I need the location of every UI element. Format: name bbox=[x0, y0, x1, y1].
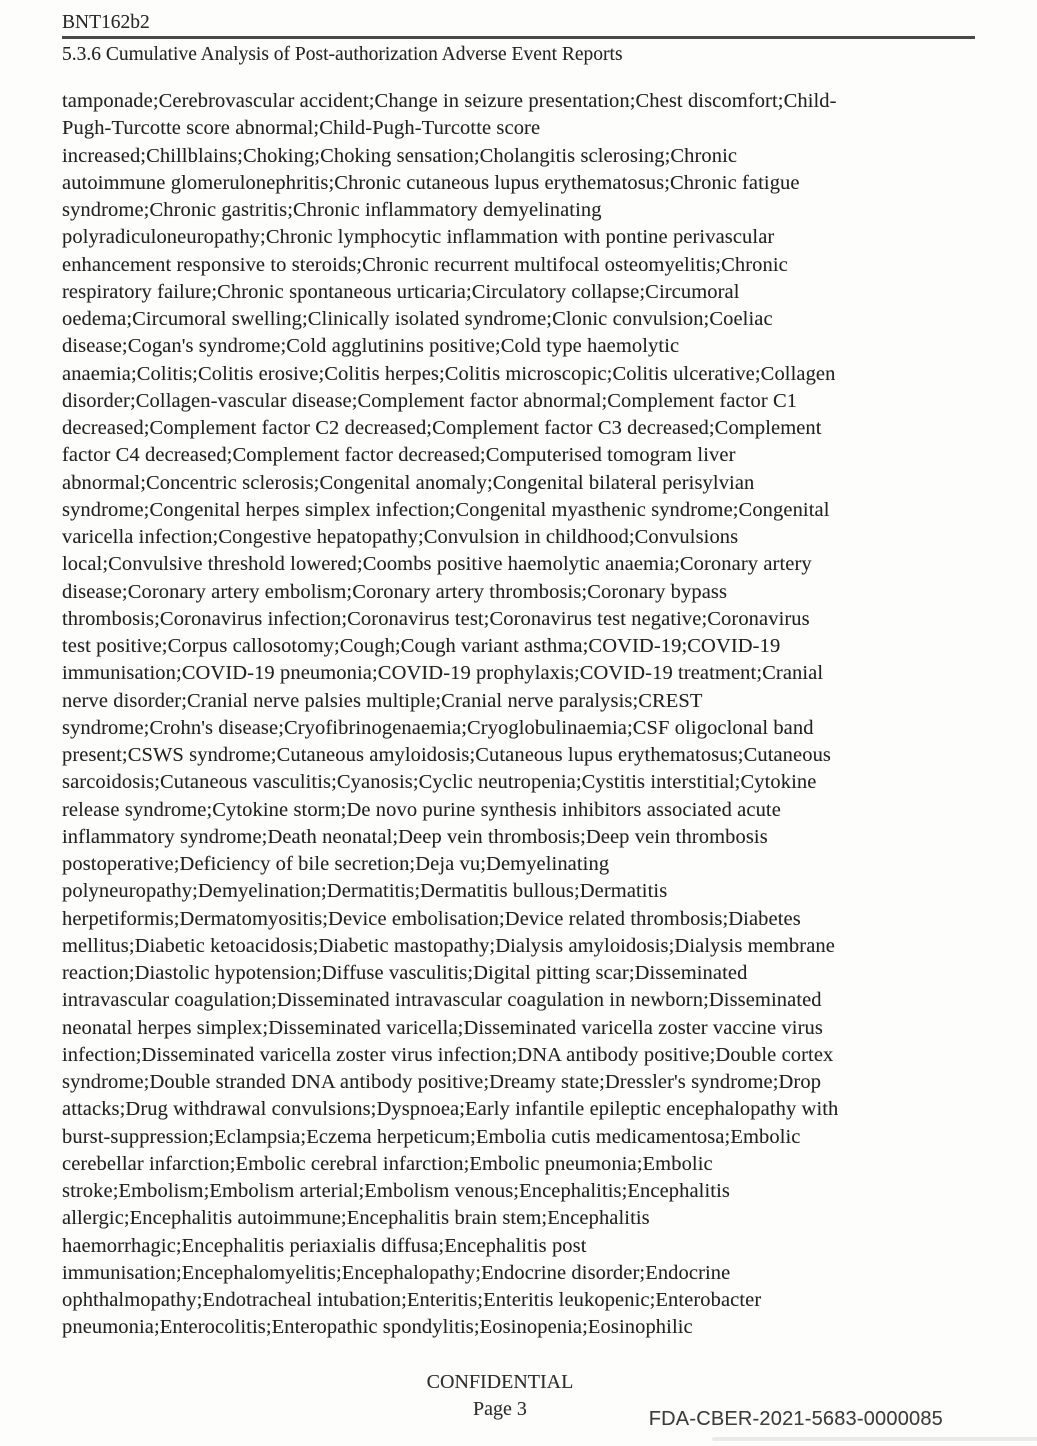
text-line: tamponade;Cerebrovascular accident;Change in seizure presentation;Chest discomfort;Child- bbox=[62, 90, 837, 112]
text-line: present;CSWS syndrome;Cutaneous amyloidosis;Cutaneous lupus erythematosus;Cutaneous bbox=[62, 744, 832, 766]
text-line: attacks;Drug withdrawal convulsions;Dyspnoea;Early infantile epileptic encephalopathy with bbox=[62, 1098, 839, 1121]
text-line: oedema;Circumoral swelling;Clinically isolated syndrome;Clonic convulsion;Coeliac bbox=[62, 308, 773, 330]
section-title: 5.3.6 Cumulative Analysis of Post-authorization Adverse Event Reports bbox=[62, 44, 623, 65]
text-line: neonatal herpes simplex;Disseminated varicella;Disseminated varicella zoster vaccine virus bbox=[62, 1016, 823, 1039]
text-line: intravascular coagulation;Disseminated intravascular coagulation in newborn;Disseminated bbox=[62, 989, 822, 1012]
text-line: syndrome;Crohn's disease;Cryofibrinogenaemia;Cryoglobulinaemia;CSF oligoclonal band bbox=[62, 716, 814, 739]
text-line: postoperative;Deficiency of bile secretion;Deja vu;Demyelinating bbox=[62, 853, 610, 875]
text-line: disease;Cogan's syndrome;Cold agglutinins positive;Cold type haemolytic bbox=[62, 335, 680, 358]
text-line: syndrome;Congenital herpes simplex infection;Congenital myasthenic syndrome;Congenital bbox=[62, 498, 830, 521]
page-header bbox=[62, 12, 975, 66]
text-line: infection;Disseminated varicella zoster virus infection;DNA antibody positive;Double cortex bbox=[62, 1043, 834, 1066]
text-line: enhancement responsive to steroids;Chronic recurrent multifocal osteomyelitis;Chronic bbox=[62, 253, 788, 276]
text-line: respiratory failure;Chronic spontaneous urticaria;Circulatory collapse;Circumoral bbox=[62, 280, 740, 303]
page-number: Page 3 bbox=[473, 1398, 527, 1420]
document-id: BNT162b2 bbox=[62, 12, 150, 33]
text-line: inflammatory syndrome;Death neonatal;Deep vein thrombosis;Deep vein thrombosis bbox=[62, 825, 768, 848]
adverse-events-text bbox=[62, 88, 967, 1342]
text-line: immunisation;COVID-19 pneumonia;COVID-19 prophylaxis;COVID-19 treatment;Cranial bbox=[62, 662, 824, 685]
text-line: polyradiculoneuropathy;Chronic lymphocytic inflammation with pontine perivascular bbox=[62, 226, 775, 249]
text-line: increased;Chillblains;Choking;Choking sensation;Cholangitis sclerosing;Chronic bbox=[62, 144, 738, 167]
text-line: immunisation;Encephalomyelitis;Encephalopathy;Endocrine disorder;Endocrine bbox=[62, 1261, 731, 1284]
text-line: abnormal;Concentric sclerosis;Congenital anomaly;Congenital bilateral perisylvian bbox=[62, 471, 755, 494]
text-line: local;Convulsive threshold lowered;Coombs positive haemolytic anaemia;Coronary artery bbox=[62, 553, 812, 576]
text-line: test positive;Corpus callosotomy;Cough;Cough variant asthma;COVID-19;COVID-19 bbox=[62, 635, 781, 657]
text-line: haemorrhagic;Encephalitis periaxialis diffusa;Encephalitis post bbox=[62, 1234, 587, 1257]
text-line: stroke;Embolism;Embolism arterial;Embolism venous;Encephalitis;Encephalitis bbox=[62, 1180, 730, 1202]
text-line: decreased;Complement factor C2 decreased;Complement factor C3 decreased;Complement bbox=[62, 417, 822, 439]
text-line: factor C4 decreased;Complement factor decreased;Computerised tomogram liver bbox=[62, 444, 736, 467]
text-line: varicella infection;Congestive hepatopathy;Convulsion in childhood;Convulsions bbox=[62, 526, 739, 548]
text-line: disease;Coronary artery embolism;Coronary artery thrombosis;Coronary bypass bbox=[62, 580, 728, 603]
scan-artifact bbox=[712, 1437, 1037, 1441]
header-rule bbox=[62, 36, 975, 39]
text-line: pneumonia;Enterocolitis;Enteropathic spondylitis;Eosinopenia;Eosinophilic bbox=[62, 1316, 693, 1339]
text-line: cerebellar infarction;Embolic cerebral infarction;Embolic pneumonia;Embolic bbox=[62, 1152, 713, 1175]
text-line: thrombosis;Coronavirus infection;Coronavirus test;Coronavirus test negative;Coronavirus bbox=[62, 607, 810, 630]
text-line: syndrome;Double stranded DNA antibody positive;Dreamy state;Dressler's syndrome;Drop bbox=[62, 1071, 822, 1093]
text-line: syndrome;Chronic gastritis;Chronic inflammatory demyelinating bbox=[62, 199, 602, 221]
text-line: Pugh-Turcotte score abnormal;Child-Pugh-Turcotte score bbox=[62, 117, 541, 140]
text-line: polyneuropathy;Demyelination;Dermatitis;Dermatitis bullous;Dermatitis bbox=[62, 880, 668, 903]
text-line: disorder;Collagen-vascular disease;Complement factor abnormal;Complement factor C1 bbox=[62, 389, 798, 412]
text-line: burst-suppression;Eclampsia;Eczema herpeticum;Embolia cutis medicamentosa;Embolic bbox=[62, 1125, 801, 1148]
text-line: ophthalmopathy;Endotracheal intubation;Enteritis;Enteritis leukopenic;Enterobacter bbox=[62, 1289, 762, 1311]
text-line: allergic;Encephalitis autoimmune;Encephalitis brain stem;Encephalitis bbox=[62, 1207, 650, 1230]
confidential-label: CONFIDENTIAL bbox=[426, 1371, 574, 1393]
text-line: mellitus;Diabetic ketoacidosis;Diabetic mastopathy;Dialysis amyloidosis;Dialysis membrane bbox=[62, 934, 835, 957]
fda-cber-stamp: FDA-CBER-2021-5683-0000085 bbox=[648, 1408, 943, 1430]
text-line: sarcoidosis;Cutaneous vasculitis;Cyanosis;Cyclic neutropenia;Cystitis interstitial;Cytokine bbox=[62, 771, 817, 794]
text-line: anaemia;Colitis;Colitis erosive;Colitis herpes;Colitis microscopic;Colitis ulcerative;Collagen bbox=[62, 362, 836, 385]
text-line: nerve disorder;Cranial nerve palsies multiple;Cranial nerve paralysis;CREST bbox=[62, 689, 703, 712]
text-line: autoimmune glomerulonephritis;Chronic cutaneous lupus erythematosus;Chronic fatigue bbox=[62, 171, 800, 194]
text-line: herpetiformis;Dermatomyositis;Device embolisation;Device related thrombosis;Diabetes bbox=[62, 907, 801, 930]
text-line: release syndrome;Cytokine storm;De novo purine synthesis inhibitors associated acute bbox=[62, 798, 781, 821]
text-line: reaction;Diastolic hypotension;Diffuse vasculitis;Digital pitting scar;Disseminated bbox=[62, 962, 748, 984]
